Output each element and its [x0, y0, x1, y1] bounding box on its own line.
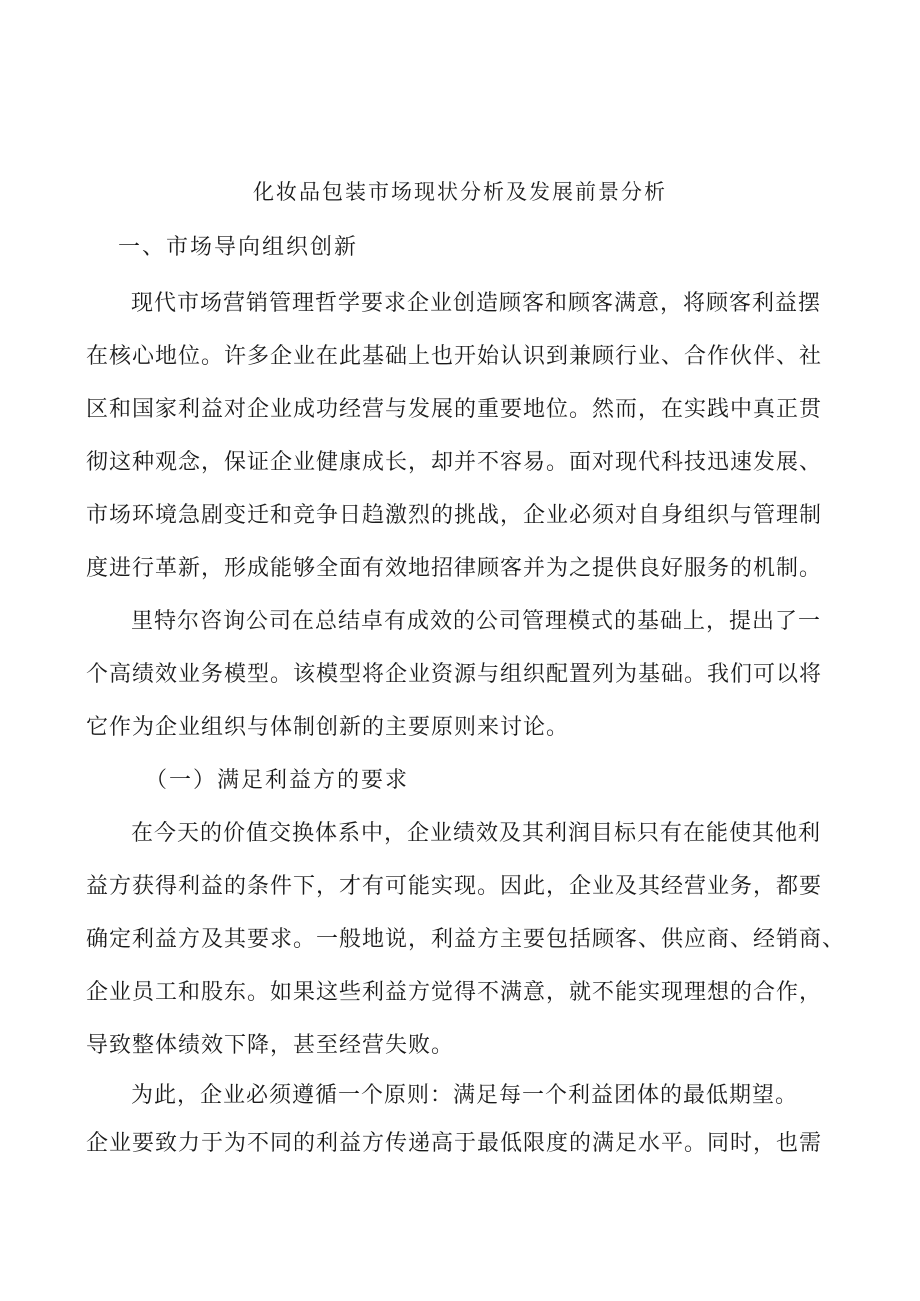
paragraph-line: 它作为企业组织与体制创新的主要原则来讨论。 [86, 715, 570, 740]
section-heading: 一、市场导向组织创新 [118, 235, 359, 260]
paragraph-line: 益方获得利益的条件下，才有可能实现。因此，企业及其经营业务，都要 [86, 874, 823, 899]
paragraph-line: 确定利益方及其要求。一般地说，利益方主要包括顾客、供应商、经销商、 [86, 927, 846, 952]
paragraph-line: 在核心地位。许多企业在此基础上也开始认识到兼顾行业、合作伙伴、社 [86, 344, 823, 369]
paragraph-line: 度进行革新，形成能够全面有效地招律顾客并为之提供良好服务的机制。 [86, 556, 823, 581]
paragraph-line: 为此，企业必须遵循一个原则：满足每一个利益团体的最低期望。 [131, 1083, 799, 1108]
paragraph-line: 企业要致力于为不同的利益方传递高于最低限度的满足水平。同时，也需 [86, 1131, 823, 1156]
paragraph-line: 市场环境急剧变迁和竞争日趋激烈的挑战，企业必须对自身组织与管理制 [86, 503, 823, 528]
subsection-heading: （一）满足利益方的要求 [145, 768, 410, 793]
paragraph-line: 企业员工和股东。如果这些利益方觉得不满意，就不能实现理想的合作， [86, 980, 823, 1005]
paragraph-line: 个高绩效业务模型。该模型将企业资源与组织配置列为基础。我们可以将 [86, 662, 823, 687]
paragraph-line: 彻这种观念，保证企业健康成长，却并不容易。面对现代科技迅速发展、 [86, 450, 823, 475]
paragraph-line: 区和国家利益对企业成功经营与发展的重要地位。然而，在实践中真正贯 [86, 397, 823, 422]
document-title: 化妆品包装市场现状分析及发展前景分析 [253, 180, 667, 204]
paragraph-line: 导致整体绩效下降，甚至经营失败。 [86, 1033, 455, 1058]
paragraph-line: 里特尔咨询公司在总结卓有成效的公司管理模式的基础上，提出了一 [131, 609, 822, 634]
paragraph-line: 在今天的价值交换体系中，企业绩效及其利润目标只有在能使其他利 [131, 821, 822, 846]
paragraph-line: 现代市场营销管理哲学要求企业创造顾客和顾客满意，将顾客利益摆 [131, 291, 822, 316]
